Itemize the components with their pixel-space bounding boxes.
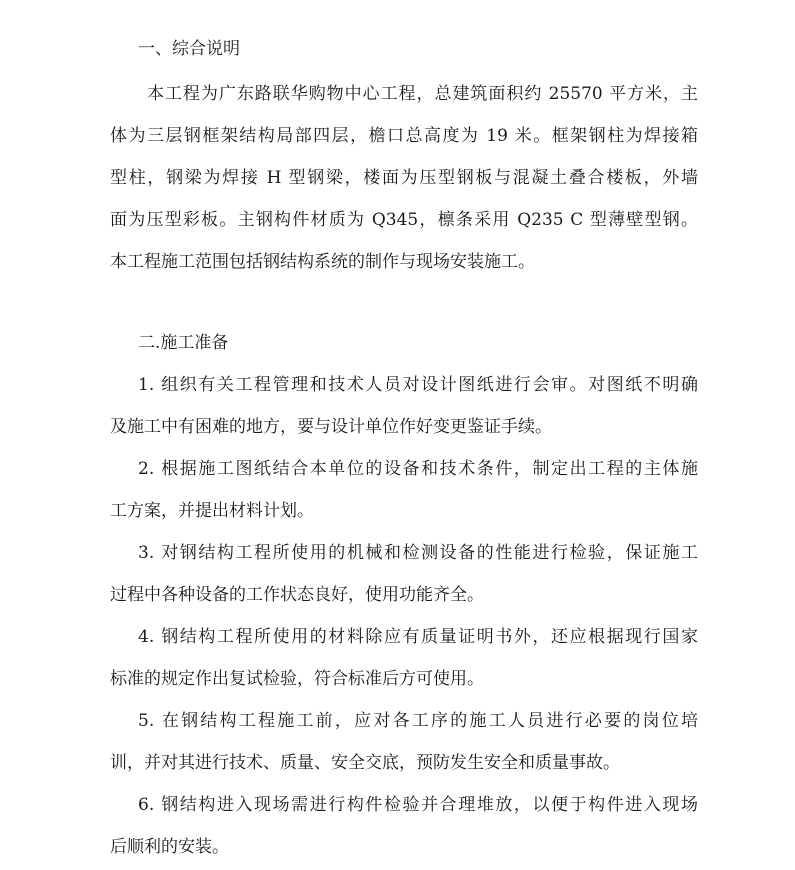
list-item-line: 训，并对其进行技术、质量、安全交底，预防发生安全和质量事故。: [110, 753, 620, 773]
list-item-line: 5. 在钢结构工程施工前，应对各工序的施工人员进行必要的岗位培: [138, 711, 698, 731]
paragraph-line: 本工程施工范围包括钢结构系统的制作与现场安装施工。: [110, 252, 535, 272]
list-item-line: 过程中各种设备的工作状态良好，使用功能齐全。: [110, 585, 484, 605]
paragraph-line: 体为三层钢框架结构局部四层，檐口总高度为 19 米。框架钢柱为焊接箱: [110, 126, 698, 146]
list-item-line: 标准的规定作出复试检验，符合标准后方可使用。: [110, 669, 484, 689]
list-item-line: 2. 根据施工图纸结合本单位的设备和技术条件，制定出工程的主体施: [138, 459, 698, 479]
list-item-line: 及施工中有困难的地方，要与设计单位作好变更鉴证手续。: [110, 417, 552, 437]
paragraph-line: 本工程为广东路联华购物中心工程，总建筑面积约 25570 平方米，主: [147, 84, 698, 104]
paragraph-line: 面为压型彩板。主钢构件材质为 Q345，檩条采用 Q235 C 型薄壁型钢。: [110, 210, 698, 230]
paragraph-line: 型柱，钢梁为焊接 H 型钢梁，楼面为压型钢板与混凝土叠合楼板，外墙: [110, 168, 698, 188]
list-item-line: 1. 组织有关工程管理和技术人员对设计图纸进行会审。对图纸不明确: [138, 375, 698, 395]
list-item-line: 6. 钢结构进入现场需进行构件检验并合理堆放，以便于构件进入现场: [138, 795, 698, 815]
list-item-line: 后顺利的安装。: [110, 837, 229, 857]
list-item-line: 3. 对钢结构工程所使用的机械和检测设备的性能进行检验，保证施工: [138, 543, 698, 563]
list-item-line: 工方案，并提出材料计划。: [110, 501, 314, 521]
list-item-line: 4. 钢结构工程所使用的材料除应有质量证明书外，还应根据现行国家: [138, 627, 698, 647]
section-heading-preparation: 二.施工准备: [138, 333, 229, 353]
section-heading-overview: 一、综合说明: [138, 39, 240, 59]
